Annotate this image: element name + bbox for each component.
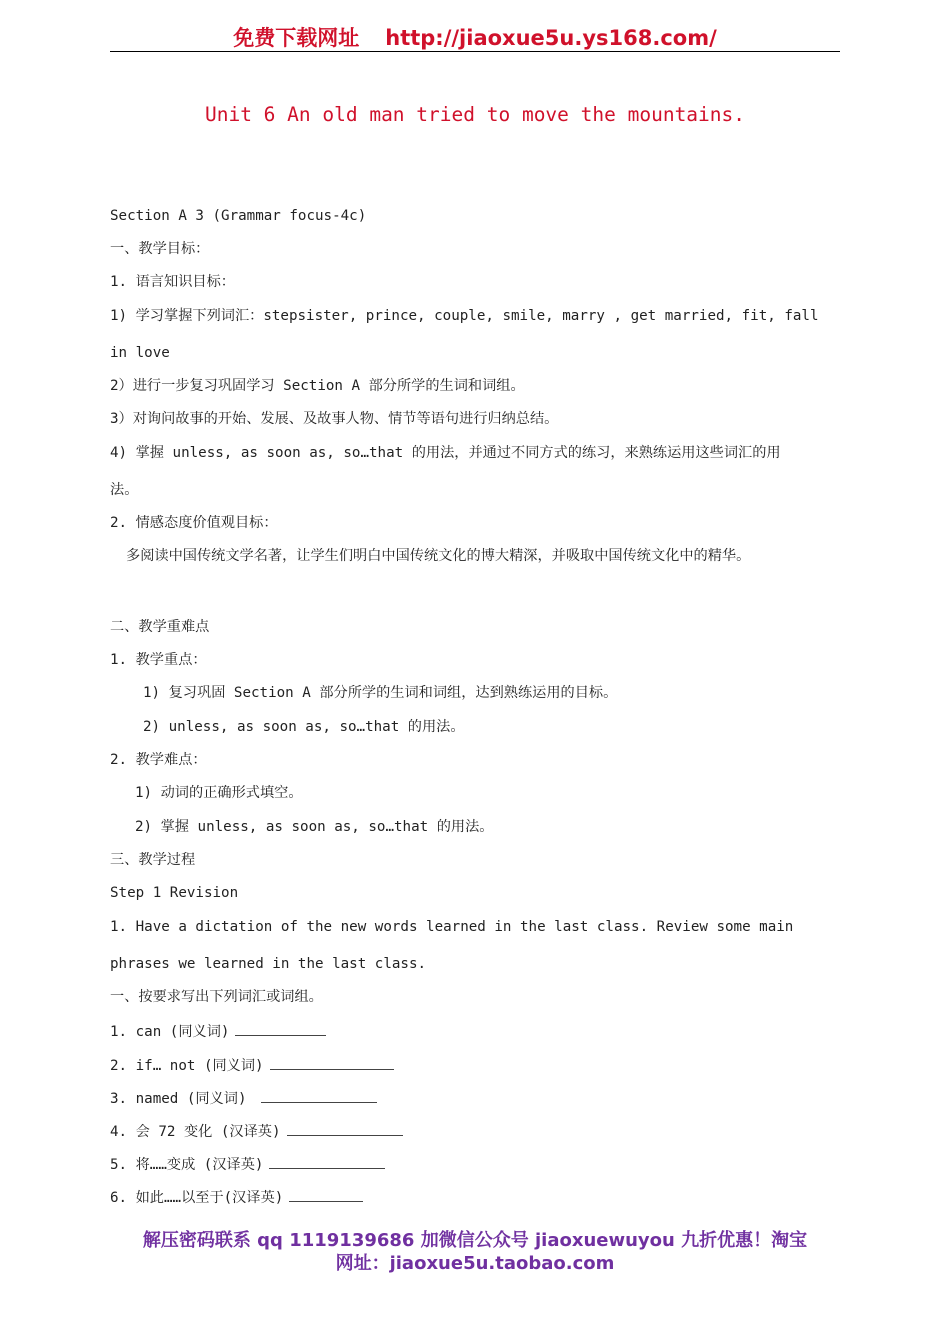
goal-1-item-1-cont: in love [110,345,170,361]
footer-line-2[interactable]: 网址：jiaoxue5u.taobao.com [335,1253,615,1274]
difficulty-1: 1) 动词的正确形式填空。 [135,785,303,801]
goal-1-title: 1. 语言知识目标： [110,274,235,290]
key-points-title: 1. 教学重点： [110,652,207,668]
step-1-text: 1. Have a dictation of the new words learned in the last class. Review some main [110,919,794,935]
exercise-item [110,1123,403,1139]
answer-blank[interactable] [269,1156,385,1169]
goal-2-text: 多阅读中国传统文学名著，让学生们明白中国传统文化的博大精深，并吸取中国传统文化中的精华。 [126,548,751,564]
exercise-item [110,1057,394,1073]
exercise-item-label: 3. named (同义词) [110,1091,247,1107]
goal-1-item-3: 3）对询问故事的开始、发展、及故事人物、情节等语句进行归纳总结。 [110,411,559,427]
exercise-item-label: 5. 将……变成 (汉译英) [110,1157,264,1173]
answer-blank[interactable] [270,1057,394,1070]
page-footer [110,1229,840,1275]
header-url-link[interactable]: http://jiaoxue5u.ys168.com/ [385,26,717,50]
footer-line-1: 解压密码联系 qq 1119139686 加微信公众号 jiaoxuewuyou 九折优惠！淘宝 [142,1230,808,1251]
goal-1-item-4: 4) 掌握 unless, as soon as, so…that 的用法，并通过不同方式的练习，来熟练运用这些词汇的用 [110,445,781,461]
answer-blank[interactable] [261,1090,377,1103]
exercise-item [110,1023,326,1039]
exercise-item [110,1090,377,1106]
section-line: Section A 3 (Grammar focus-4c) [110,208,367,224]
page-header [110,22,840,52]
exercise-item-label: 2. if… not (同义词) [110,1058,264,1074]
answer-blank[interactable] [287,1123,403,1136]
step-1-text-cont: phrases we learned in the last class. [110,956,427,972]
page-title: Unit 6 An old man tried to move the mountains. [204,103,746,126]
goal-1-item-1: 1) 学习掌握下列词汇：stepsister, prince, couple, smile, marry , get married, fit, fall [110,308,819,324]
heading-objectives: 一、教学目标： [110,241,210,257]
answer-blank[interactable] [235,1023,326,1036]
goal-1-item-4-cont: 法。 [110,482,139,498]
exercise-title: 一、按要求写出下列词汇或词组。 [110,989,323,1005]
header-label: 免费下载网址 [233,26,360,50]
difficulty-2: 2) 掌握 unless, as soon as, so…that 的用法。 [135,819,494,835]
heading-procedure: 三、教学过程 [110,852,196,868]
key-point-2: 2) unless, as soon as, so…that 的用法。 [143,719,465,735]
difficulties-title: 2. 教学难点： [110,752,207,768]
step-1-title: Step 1 Revision [110,885,239,901]
exercise-item [110,1189,363,1205]
exercise-item-label: 1. can (同义词) [110,1024,230,1040]
answer-blank[interactable] [289,1189,363,1202]
goal-2-title: 2. 情感态度价值观目标： [110,515,278,531]
exercise-item-label: 4. 会 72 变化 (汉译英) [110,1124,281,1140]
key-point-1: 1) 复习巩固 Section A 部分所学的生词和词组，达到熟练运用的目标。 [143,685,618,701]
header-rule [110,51,840,52]
exercise-item [110,1156,385,1172]
heading-key-points: 二、教学重难点 [110,619,210,635]
exercise-item-label: 6. 如此……以至于(汉译英) [110,1190,284,1206]
goal-1-item-2: 2）进行一步复习巩固学习 Section A 部分所学的生词和词组。 [110,378,525,394]
